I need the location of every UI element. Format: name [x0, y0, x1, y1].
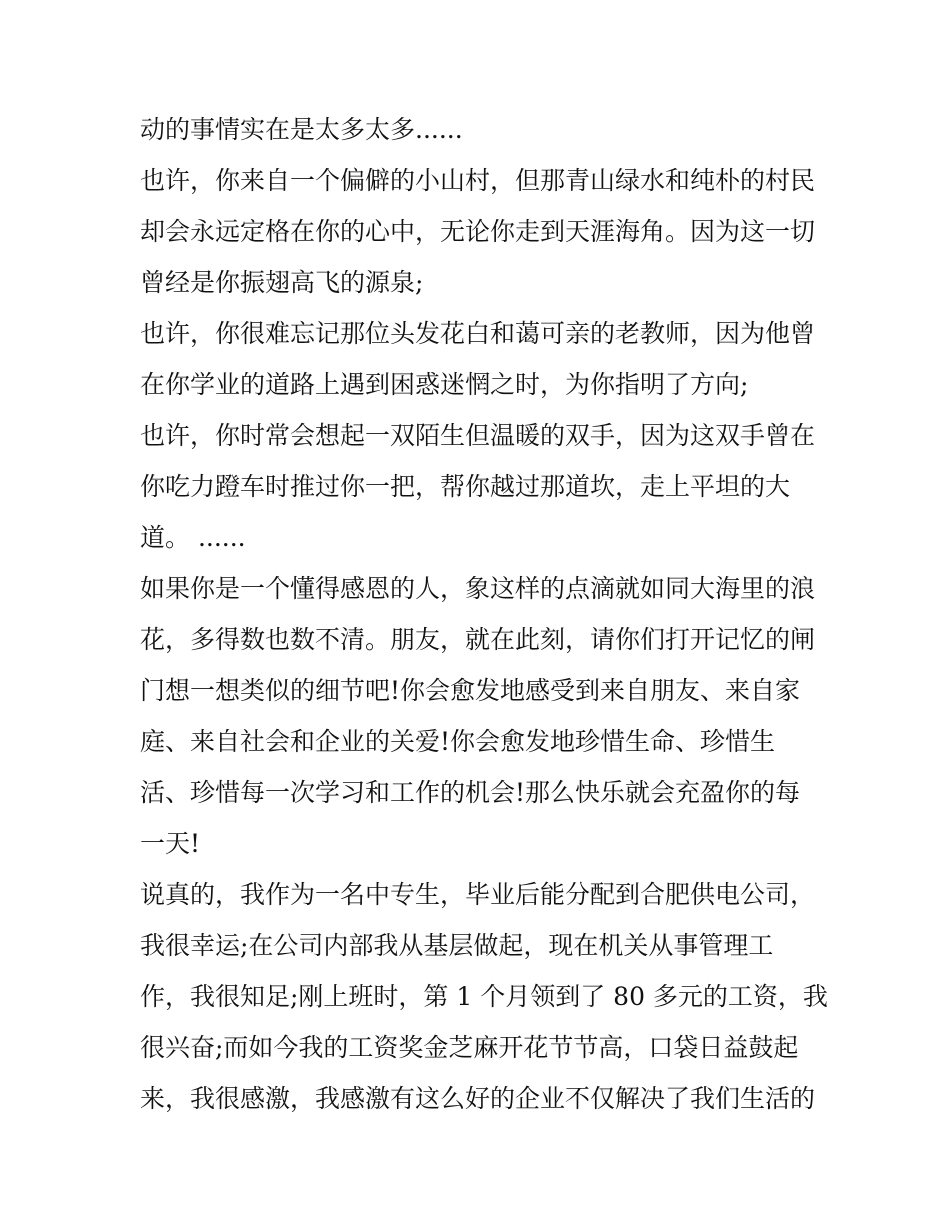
text-line: 来，我很感激，我感激有这么好的企业不仅解决了我们生活的 [140, 1084, 816, 1113]
text-line: 说真的，我作为一名中专生，毕业后能分配到合肥供电公司， [140, 880, 816, 909]
text-line: 庭、来自社会和企业的关爱!你会愈发地珍惜生命、珍惜生 [140, 727, 776, 756]
text-line: 曾经是你振翅高飞的源泉; [140, 268, 424, 297]
text-line: 在你学业的道路上遇到困惑迷惘之时，为你指明了方向; [140, 370, 749, 399]
text-line: 活、珍惜每一次学习和工作的机会!那么快乐就会充盈你的每 [140, 778, 801, 807]
text-line: 很兴奋;而如今我的工资奖金芝麻开花节节高，口袋日益鼓起 [140, 1033, 799, 1062]
text-line: 道。 ...... [140, 523, 246, 552]
text-line: 你吃力蹬车时推过你一把，帮你越过那道坎，走上平坦的大 [140, 472, 791, 501]
text-line: 作，我很知足;刚上班时，第 1 个月领到了 80 多元的工资，我 [140, 982, 828, 1011]
text-line: 动的事情实在是太多太多...... [140, 115, 463, 144]
text-line: 也许，你很难忘记那位头发花白和蔼可亲的老教师，因为他曾 [140, 319, 816, 348]
text-line: 也许，你时常会想起一双陌生但温暖的双手，因为这双手曾在 [140, 421, 816, 450]
text-line: 花，多得数也数不清。朋友，就在此刻，请你们打开记忆的闸 [140, 625, 816, 654]
text-line: 门想一想类似的细节吧!你会愈发地感受到来自朋友、来自家 [140, 676, 801, 705]
text-line: 却会永远定格在你的心中，无论你走到天涯海角。因为这一切 [140, 217, 816, 246]
text-line: 也许，你来自一个偏僻的小山村，但那青山绿水和纯朴的村民 [140, 166, 816, 195]
text-line: 如果你是一个懂得感恩的人，象这样的点滴就如同大海里的浪 [140, 574, 816, 603]
text-line: 一天! [140, 829, 201, 858]
text-line: 我很幸运;在公司内部我从基层做起，现在机关从事管理工 [140, 931, 774, 960]
